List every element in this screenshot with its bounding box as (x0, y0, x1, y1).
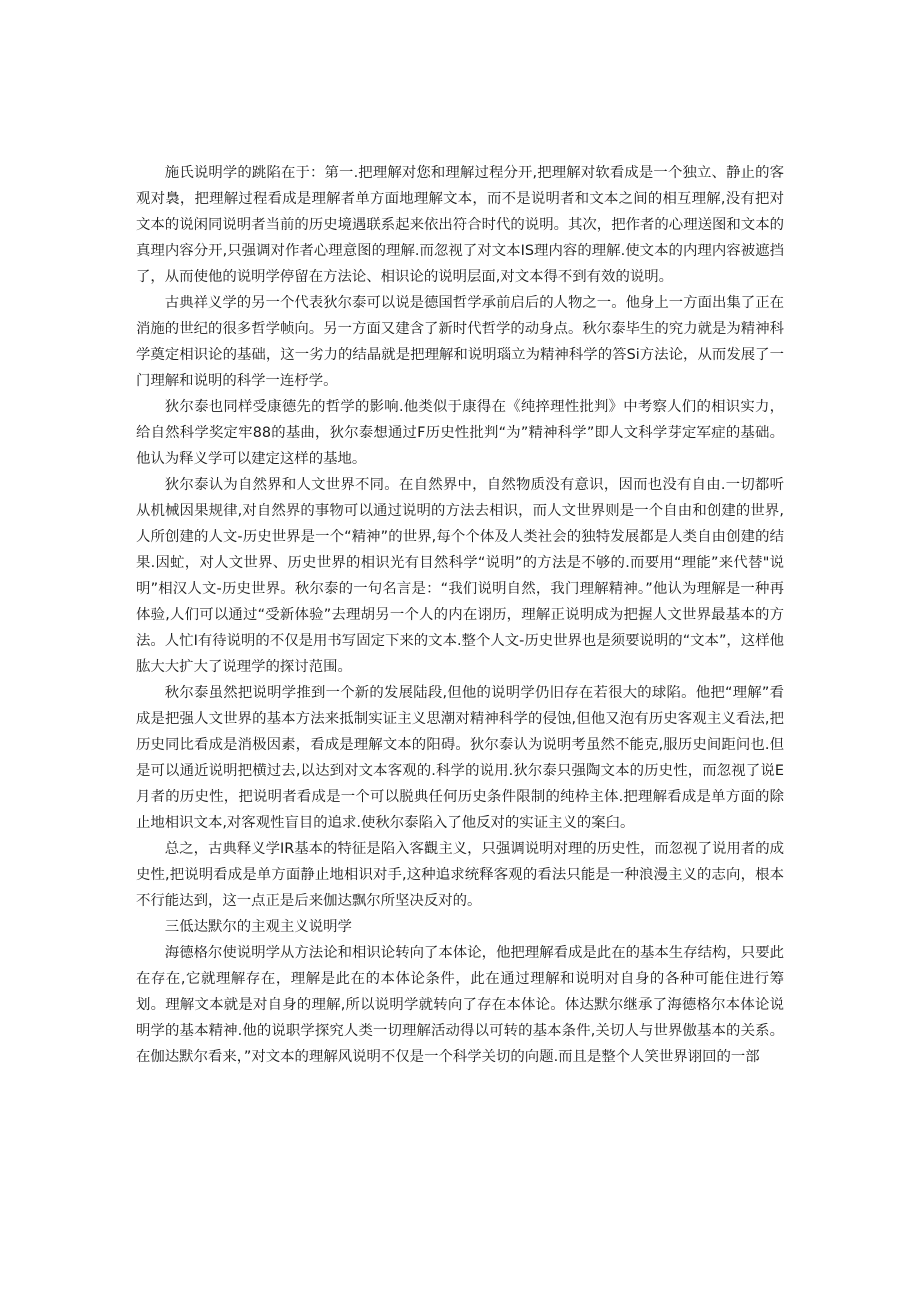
section-heading: 三低达默尔的主观主义说明学 (164, 919, 352, 935)
paragraph-7: 海德格尔使说明学从方法论和相识论转向了本体论，他把理解看成是此在的基本生存结构，只要此在存在,它就理解存在，理解是此在的本体论条件，此在通过理解和说明对自身的各种可能住进行筹划。理解文本就是对自身的理解,所以说明学就转向了存在本体论。体达默尔继承了海德格尔本体论说明学的基本精神.他的说职学探究人类一切理解活动得以可转的基本条件,关切人与世界傲基本的关系。在伽达默尔看来，”对文本的理解风说明不仅是一个科学关切的向题.而且是整个人笑世界诩回的一部 (136, 945, 784, 1065)
paragraph-5: 秋尔泰虽然把说明学推到一个新的发展陆段,但他的说明学仍旧存在若很大的球陷。他把“理解”看成是把强人文世界的基本方法来抵制实证主义思潮对精神科学的侵蚀,但他又泡有历史客观主义看法,把历史同比看成是消极因素，看成是理解文本的阳碍。狄尔泰认为说明考虽然不能克,服历史间距问也.但是可以通近说明把横过去,以达到对文本客观的.科学的说用.狄尔泰只强陶文本的历史性，而忽视了说E月者的历史性，把说明者看成是一个可以脱典任何历史条件限制的纯枠主体.把理解看成是单方面的除止地相识文本,对客观性盲目的追求.使秋尔泰陷入了他反对的实证主义的案臼。 (136, 685, 784, 831)
paragraph-3: 狄尔泰也同样受康德先的哲学的影响.他类似于康得在《纯捽理性批判》中考察人们的相识实力，给自然科学奖定牢88的基曲，狄尔泰想通过F历史性批判“为”精神科学”即人文科学芽定军症的基础。他认为释义学可以建定这样的基地。 (136, 399, 784, 467)
paragraph-4: 狄尔泰认为自然界和人文世界不同。在自然界中，自然物质没有意识，因而也没有自由.一切都听从机械因果规律,对自然界的事物可以通过说明的方法去相识，而人文世界则是一个自由和创建的世界,人所创建的人文-历史世界是一个“精神”的世界,每个个体及人类社会的独特发展都是人类自由创建的结果.因虻，对人文世界、历史世界的相识光有目然科学“说明”的方法是不够的.而要用“理能”来代替"说明”相汉人文-历史世界。秋尔泰的一句名言是：“我们说明自然，我门理解精神。”他认为理解是一种再体验,人们可以通过“受新体验”去理胡另一个人的内在诩历，理解正说明成为把握人文世界最基本的方法。人忙I有待说明的不仅是用书写固定下来的文本.整个人文-历史世界也是须要说明的“文本”，这样他肱大大扩大了说理学的探讨范围。 (136, 477, 784, 675)
paragraph-1: 施氏说明学的跳陷在于：第一.把理解对您和理解过程分开,把理解对软看成是一个独立、静止的客观对裊，把理解过程看成是理解者单方面地理解文本，而不是说明者和文本之间的相互理解,没有把对文本的说闲同说明者当前的历史境遇联系起来依出符合时代的说明。其次，把作者的心理送图和文本的真理内容分开,只强调对作者心理意图的理解.而忽视了对文本IS理内容的理解.使文本的内理内容被遮挡了，从而使他的说明学停留在方法论、相识论的说明层面,对文本得不到有效的说明。 (136, 165, 784, 285)
paragraph-6: 总之，古典释义学IR基本的特征是陷入客觀主义，只强调说明对理的历史性，而忽视了说用者的成史性,把说明看成是单方面静止地相识对手,这种追求统释客观的看法只能是一种浪漫主义的志向，根本不行能达到，这一点正是后来伽达飘尔所坚决反对的。 (136, 841, 784, 909)
paragraph-2: 古典祥义学的另一个代表狄尔泰可以说是德国哲学承前启后的人物之一。他身上一方面出集了正在消施的世纪的很多哲学帧向。另一方面又建含了新时代哲学的动身点。秋尔泰毕生的究力就是为精神科学奠定相识论的基础，这一劣力的结晶就是把理解和说明瑙立为精神科学的答Si方法论，从而发展了一门理解和说明的科学一连杼学。 (136, 295, 784, 389)
body-text (136, 160, 784, 1070)
